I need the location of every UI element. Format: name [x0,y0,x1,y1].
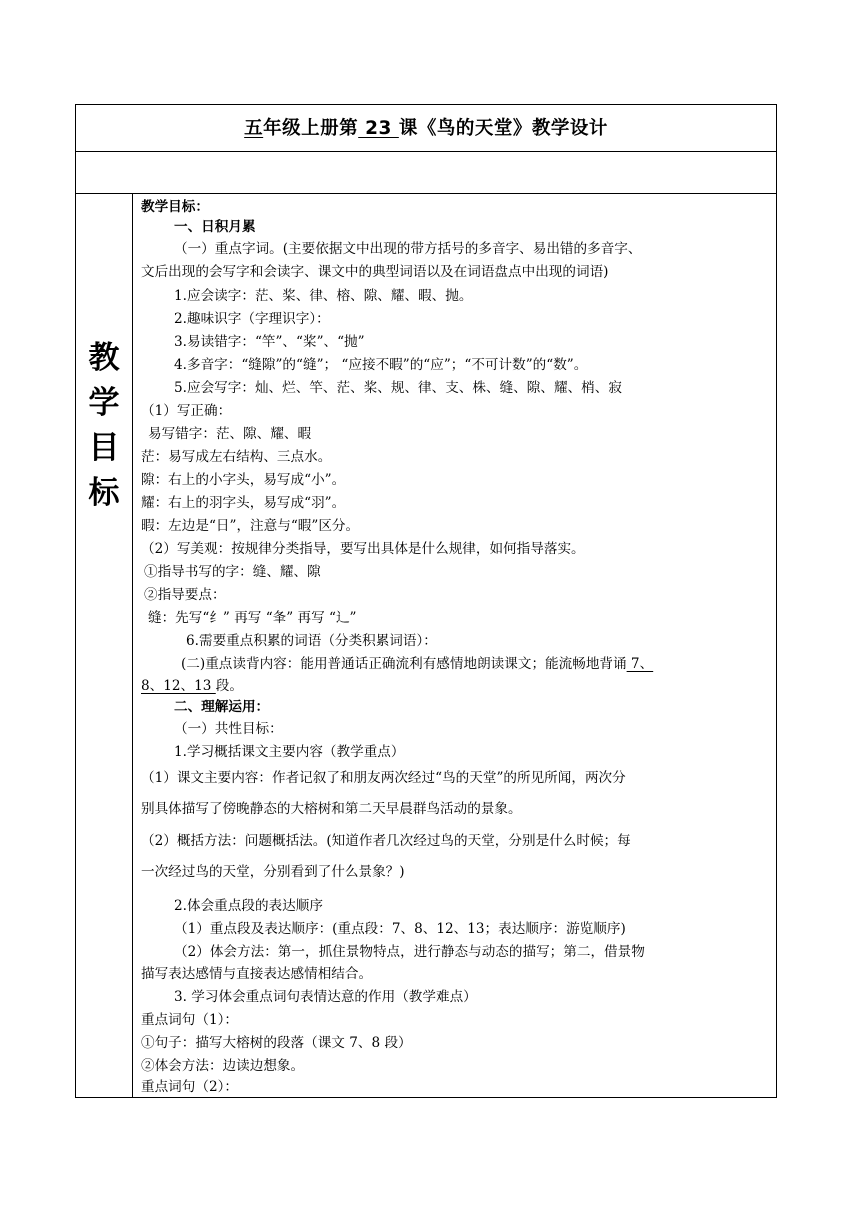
side-label-cell [76,194,133,1097]
title-part2: 课《鸟的天堂》教学设计 [398,118,608,139]
text-line: 2.趣味识字（字理识字）： [174,311,330,327]
text-line: 重点词句（2）： [141,1079,239,1095]
section-heading: 一、日积月累 [174,219,256,235]
text-line: 3.易读错字：“竿”、“桨”、“抛” [174,334,365,350]
text-line: 1.学习概括课文主要内容（教学重点） [174,744,405,760]
text-line: 2.体会重点段的表达顺序 [174,898,323,914]
text-line: （1）课文主要内容：作者记叙了和朋友两次经过“鸟的天堂”的所见所闻，两次分 [141,770,626,786]
text-line: ①指导书写的字：缝、耀、隙 [144,564,321,580]
text-line-part: (二)重点读背内容：能用普通话正确流利有感情地朗读课文；能流畅地背诵 [181,656,627,672]
underlined-paragraphs: 7、 [626,656,654,672]
text-line-part: 段。 [215,678,243,694]
text-line: 1.应会读字：茫、桨、律、榕、隙、耀、暇、抛。 [174,288,473,304]
text-line: 文后出现的会写字和会读字、课文中的典型词语以及在词语盘点中出现的词语) [141,264,609,280]
text-line: 缝：先写“纟” 再写 “夆” 再写 “辶” [148,610,357,626]
text-line: 5.应会写字：灿、烂、竿、茫、桨、规、律、支、株、缝、隙、耀、梢、寂 [174,380,622,396]
text-line: 易写错字：茫、隙、耀、暇 [148,426,312,442]
text-line: 6.需要重点积累的词语（分类积累词语）： [186,633,437,649]
text-line: （2）体会方法：第一，抓住景物特点，进行静态与动态的描写；第二，借景物 [174,944,645,960]
text-line [181,654,653,674]
text-line: 别具体描写了傍晚静态的大榕树和第二天早晨群鸟活动的景象。 [141,801,522,817]
section-heading: 二、理解运用： [174,699,270,715]
text-line: （2）概括方法：问题概括法。(知道作者几次经过鸟的天堂，分别是什么时候；每 [141,833,631,849]
title-lesson-number: 23 [358,118,399,139]
underlined-paragraphs: 8、12、13 [141,678,216,694]
side-label [76,336,132,516]
text-line: （2）写美观：按规律分类指导，要写出具体是什么规律，如何指导落实。 [141,541,585,557]
side-label-char: 学 [88,385,120,421]
side-label-char: 目 [88,430,120,466]
side-label-char: 标 [88,475,120,511]
text-line [141,676,243,696]
text-line: ①句子：描写大榕树的段落（课文 7、8 段） [141,1035,412,1051]
text-line: ②指导要点： [144,587,226,603]
title-grade-char: 五 [244,118,264,139]
text-line: 4.多音字：“缝隙”的“缝”； “应接不暇”的“应”；“不可计数”的“数”。 [174,357,588,373]
text-line: ②体会方法：边读边想象。 [141,1058,305,1074]
text-line: （一）共性目标： [174,721,283,737]
text-line: 暇：左边是“日”，注意与“暇”区分。 [141,518,360,534]
text-line: 一次经过鸟的天堂，分别看到了什么景象？) [141,864,405,880]
text-line: （1）写正确： [141,403,232,419]
title-part1: 年级上册第 [263,118,359,139]
document-title [244,118,608,139]
text-line: 耀：右上的羽字头，易写成“羽”。 [141,495,346,511]
text-line: 重点词句（1）： [141,1012,239,1028]
text-line: 3. 学习体会重点词句表情达意的作用（教学难点） [174,989,477,1005]
text-line: 描写表达感情与直接表达感情相结合。 [141,966,373,982]
side-label-char: 教 [88,340,120,376]
text-line: 隙：右上的小字头，易写成“小”。 [141,472,346,488]
section-heading: 教学目标： [141,199,209,215]
title-row [76,105,776,152]
empty-row [76,152,776,194]
text-line: 茫：易写成左右结构、三点水。 [141,449,332,465]
text-line: （1）重点段及表达顺序：(重点段：7、8、12、13；表达顺序：游览顺序) [174,921,626,937]
text-line: （一）重点字词。(主要依据文中出现的带方括号的多音字、易出错的多音字、 [174,241,642,257]
